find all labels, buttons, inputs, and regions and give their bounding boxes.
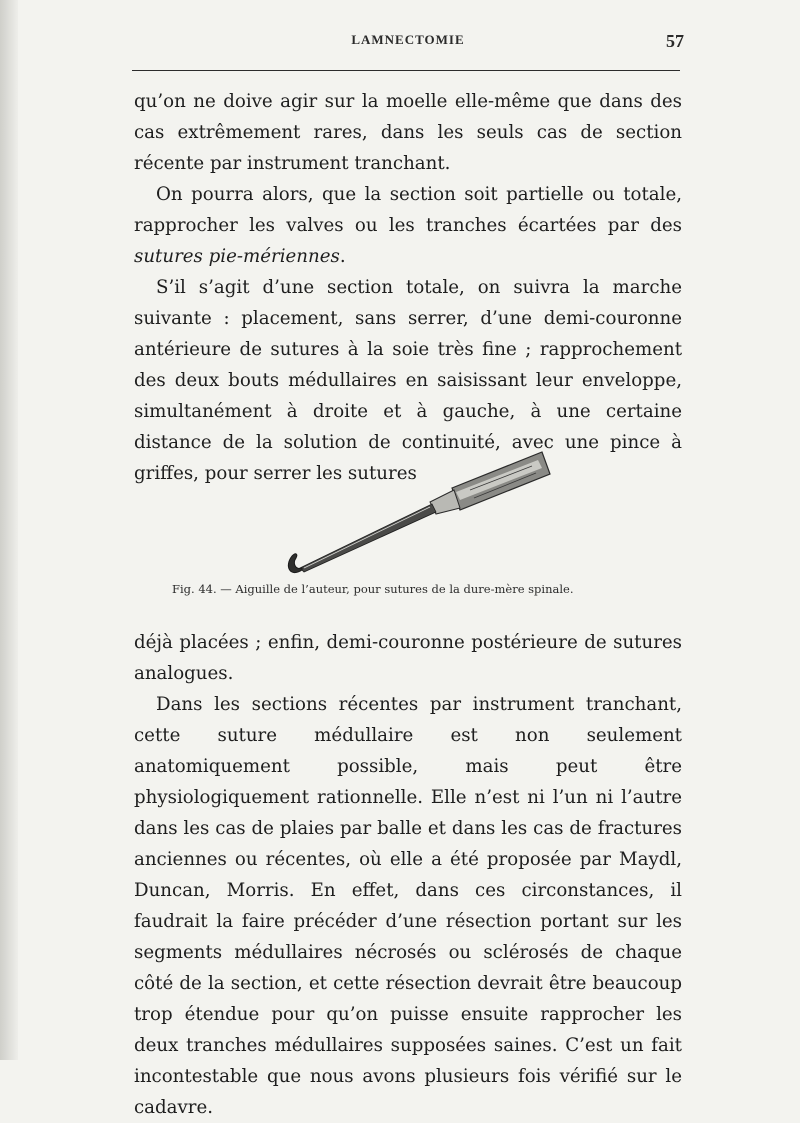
paragraph-3: S’il s’agit d’une section totale, on suivra la marche suivante : placement, sans serrer, d’une demi-couronne antérieure de sutures à la soie très fine ; rapprochement des deux bouts médullaires en saisissant leur enveloppe, simultanément à droite et à gauche, à une certaine distance de la solution de continuité, avec une pince à griffes, pour serrer les sutures	[134, 277, 682, 484]
figure-44	[270, 440, 570, 590]
text-block-bottom	[134, 627, 682, 1123]
paragraph-2: On pourra alors, que la section soit partielle ou totale, rapprocher les valves ou les tranches écartées par des sutures pie-mériennes.	[134, 184, 682, 267]
figure-caption: Fig. 44. — Aiguille de l’auteur, pour sutures de la dure-mère spinale.	[172, 582, 574, 596]
paragraph-1: qu’on ne doive agir sur la moelle elle-même que dans des cas extrêmement rares, dans les seuls cas de section récente par instrument tranchant.	[134, 91, 682, 174]
paragraph-4: déjà placées ; enfin, demi-couronne postérieure de sutures analogues.	[134, 632, 682, 684]
text-block-top	[134, 86, 682, 489]
italic-phrase: sutures pie-mériennes	[134, 246, 340, 267]
paragraph-5: Dans les sections récentes par instrument tranchant, cette suture médullaire est non seulement anatomiquement possible, mais peut être physiologiquement rationnelle. Elle n’est ni l’un ni l’autre dans les cas de plaies par balle et dans les cas de fractures anciennes ou récentes, où elle a été proposée par Maydl, Duncan, Morris. En effet, dans ces circonstances, il faudrait la faire précéder d’une résection portant sur les segments médullaires nécrosés ou sclérosés de chaque côté de la section, et cette résection devrait être beaucoup trop étendue pour qu’on puisse ensuite rapprocher les deux tranches médullaires supposées saines. C’est un fait incontestable que nous avons plusieurs fois vérifié sur le cadavre.	[134, 694, 682, 1118]
header-rule	[132, 70, 680, 71]
page-number: 57	[666, 31, 684, 51]
paragraph-2-text: On pourra alors, que la section soit partielle ou totale, rapprocher les valves ou les tranches écartées par des	[134, 184, 682, 236]
suture-needle-icon	[270, 440, 570, 590]
running-title: LAMNECTOMIE	[351, 32, 465, 47]
page-edge-shadow	[0, 0, 18, 1060]
